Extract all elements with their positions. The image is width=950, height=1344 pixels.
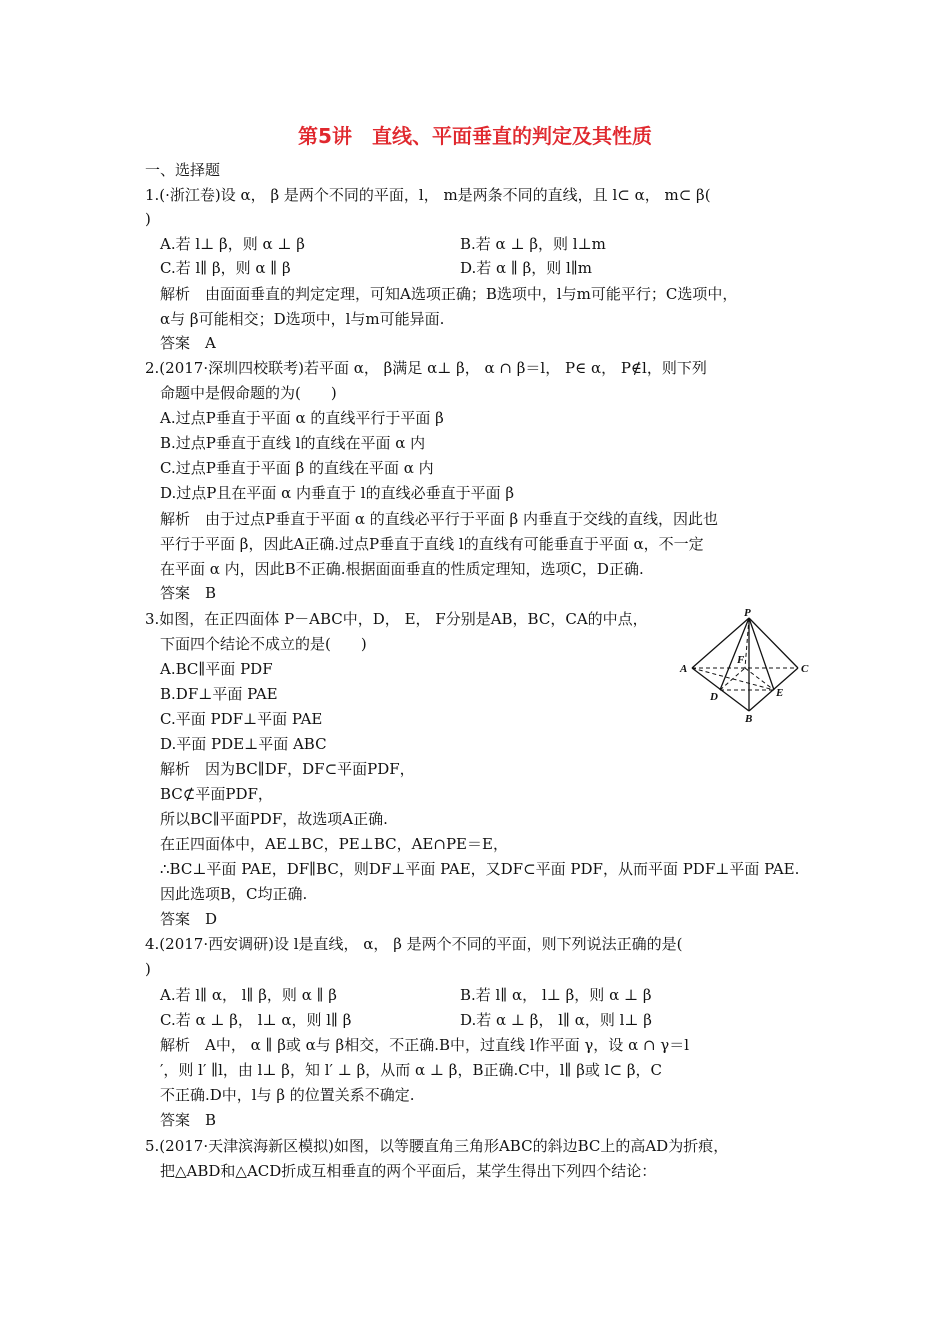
text-line: A.若 l⊥ β，则 α ⊥ β [160, 235, 305, 253]
page-title: 第5讲 直线、平面垂直的判定及其性质 [298, 124, 652, 148]
text-line: 不正确.D中，l与 β 的位置关系不确定. [160, 1086, 415, 1104]
text-line: 所以BC∥平面PDF，故选项A正确. [160, 810, 388, 828]
text-line: 答案 D [160, 910, 218, 928]
text-line: C.过点P垂直于平面 β 的直线在平面 α 内 [160, 459, 434, 477]
text-line: 解析 由面面垂直的判定定理，可知A选项正确；B选项中，l与m可能平行；C选项中， [160, 285, 738, 303]
label-e: E [776, 687, 784, 699]
text-line: B.若 α ⊥ β，则 l⊥m [460, 235, 606, 253]
label-f: F [737, 654, 745, 666]
text-line: D.过点P且在平面 α 内垂直于 l的直线必垂直于平面 β [160, 484, 515, 502]
text-line: D.若 α ∥ β，则 l∥m [460, 259, 593, 277]
text-line: ) [145, 210, 151, 228]
text-line: α与 β可能相交；D选项中，l与m可能异面. [160, 310, 445, 328]
text-line: 答案 B [160, 1111, 217, 1129]
text-line: 在正四面体中，AE⊥BC，PE⊥BC，AE∩PE＝E， [160, 835, 508, 853]
text-line: 一、选择题 [145, 161, 221, 179]
text-line: C.若 α ⊥ β， l⊥ α，则 l∥ β [160, 1011, 352, 1029]
text-line: 在平面 α 内，因此B不正确.根据面面垂直的性质定理知，选项C，D正确. [160, 560, 644, 578]
text-line: A.若 l∥ α， l∥ β，则 α ∥ β [160, 986, 337, 1004]
tetrahedron-figure [674, 606, 814, 726]
text-line: A.过点P垂直于平面 α 的直线平行于平面 β [160, 409, 444, 427]
text-line: ∴BC⊥平面 PAE，DF∥BC，则DF⊥平面 PAE，又DF⊂平面 PDF，从而平面 PDF⊥平面 PAE. [160, 860, 800, 878]
text-line: A.BC∥平面 PDF [160, 660, 273, 678]
label-p: P [744, 607, 751, 619]
text-line: ) [145, 960, 151, 978]
text-line: 3.如图，在正四面体 P－ABC中，D， E， F分别是AB，BC，CA的中点， [145, 610, 648, 628]
text-line: C.若 l∥ β，则 α ∥ β [160, 259, 291, 277]
text-line: C.平面 PDF⊥平面 PAE [160, 710, 323, 728]
text-line: 2.(2017·深圳四校联考)若平面 α， β满足 α⊥ β， α ∩ β＝l， P∈ α， P∉l，则下列 [145, 359, 707, 377]
text-line: 解析 因为BC∥DF，DF⊂平面PDF， [160, 760, 415, 778]
text-line: 答案 B [160, 584, 217, 602]
text-line: B.过点P垂直于直线 l的直线在平面 α 内 [160, 434, 426, 452]
text-line: 1.(·浙江卷)设 α， β 是两个不同的平面，l， m是两条不同的直线，且 l⊂ α， m⊂ β( [145, 186, 711, 204]
text-line: D.若 α ⊥ β， l∥ α，则 l⊥ β [460, 1011, 652, 1029]
label-c: C [801, 663, 809, 675]
label-a: A [680, 663, 688, 675]
text-line: 把△ABD和△ACD折成互相垂直的两个平面后，某学生得出下列四个结论： [160, 1162, 657, 1180]
text-line: 答案 A [160, 334, 216, 352]
label-d: D [710, 691, 718, 703]
text-line: 解析 A中， α ∥ β或 α与 β相交，不正确.B中，过直线 l作平面 γ，设 α ∩ γ＝l [160, 1036, 690, 1054]
text-line: 平行于平面 β，因此A正确.过点P垂直于直线 l的直线有可能垂直于平面 α，不一定 [160, 535, 704, 553]
text-line: 命题中是假命题的为( ) [160, 384, 337, 402]
text-line: 5.(2017·天津滨海新区模拟)如图，以等腰直角三角形ABC的斜边BC上的高AD为折痕， [145, 1137, 729, 1155]
text-line: 因此选项B，C均正确. [160, 885, 308, 903]
label-b: B [745, 713, 753, 725]
text-line: 下面四个结论不成立的是( ) [160, 635, 367, 653]
text-line: B.若 l∥ α， l⊥ β，则 α ⊥ β [460, 986, 652, 1004]
text-line: B.DF⊥平面 PAE [160, 685, 278, 703]
text-line: ′，则 l′ ∥l，由 l⊥ β，知 l′ ⊥ β，从而 α ⊥ β，B正确.C中，l∥ β或 l⊂ β，C [160, 1061, 662, 1079]
text-line: D.平面 PDE⊥平面 ABC [160, 735, 327, 753]
text-line: 4.(2017·西安调研)设 l是直线， α， β 是两个不同的平面，则下列说法正确的是( [145, 935, 683, 953]
text-line: 解析 由于过点P垂直于平面 α 的直线必平行于平面 β 内垂直于交线的直线，因此也 [160, 510, 718, 528]
text-line: BC⊄平面PDF， [160, 785, 273, 803]
